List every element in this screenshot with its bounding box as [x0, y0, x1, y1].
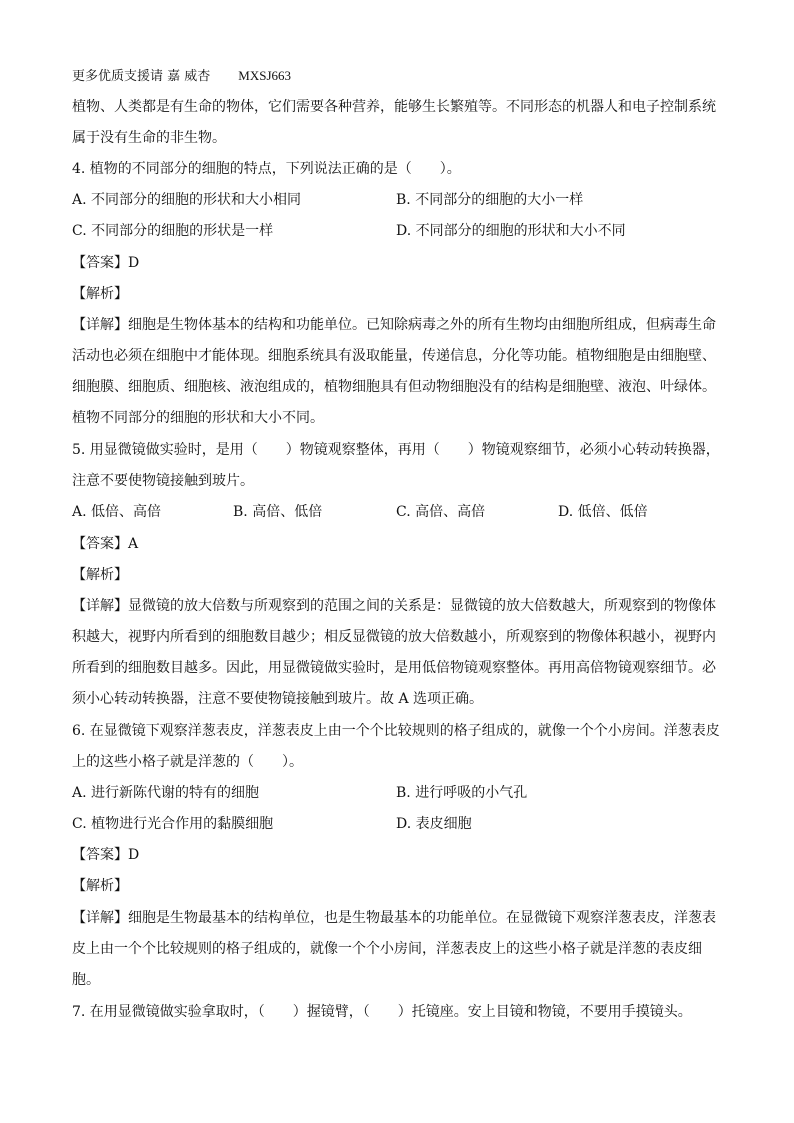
q5-detail-2: 积越大，视野内所看到的细胞数目越少；相反显微镜的放大倍数越小，所观察到的物像体积越小，视野内: [72, 629, 716, 645]
q6-stem-1: 6. 在显微镜下观察洋葱表皮，洋葱表皮上由一个个比较规则的格子组成的，就像一个个小房间。洋葱表皮: [72, 723, 720, 739]
q4-option-c: C. 不同部分的细胞的形状是一样: [72, 223, 274, 239]
q4-option-d: D. 不同部分的细胞的形状和大小不同: [396, 223, 626, 239]
q6-detail-1: 【详解】细胞是生物最基本的结构单位，也是生物最基本的功能单位。在显微镜下观察洋葱表皮，洋葱表: [72, 910, 716, 926]
q6-option-a: A. 进行新陈代谢的特有的细胞: [72, 785, 260, 801]
q4-answer: 【答案】D: [72, 255, 140, 271]
q6-detail-3: 胞。: [72, 972, 100, 988]
q5-analysis-label: 【解析】: [72, 567, 128, 583]
q4-analysis-label: 【解析】: [72, 286, 128, 302]
intro-line-2: 属于没有生命的非生物。: [72, 130, 226, 146]
q5-stem-1: 5. 用显微镜做实验时，是用（ ）物镜观察整体，再用（ ）物镜观察细节，必须小心转动转换器，: [72, 442, 720, 458]
q5-answer: 【答案】A: [72, 536, 139, 552]
q4-detail-3: 细胞膜、细胞质、细胞核、液泡组成的，植物细胞具有但动物细胞没有的结构是细胞壁、液泡、叶绿体。: [72, 379, 716, 395]
wechat-id: MXSJ663: [238, 68, 292, 83]
header-line: [72, 66, 722, 87]
q6-option-c: C. 植物进行光合作用的黏膜细胞: [72, 816, 274, 832]
q5-detail-1: 【详解】显微镜的放大倍数与所观察到的范围之间的关系是：显微镜的放大倍数越大，所观察到的物像体: [72, 598, 716, 614]
q5-option-d: D. 低倍、低倍: [558, 504, 648, 520]
q6-analysis-label: 【解析】: [72, 878, 128, 894]
q4-detail-1: 【详解】细胞是生物体基本的结构和功能单位。已知除病毒之外的所有生物均由细胞所组成，但病毒生命: [72, 317, 716, 333]
q6-stem-2: 上的这些小格子就是洋葱的（ ）。: [72, 754, 303, 770]
q6-option-b: B. 进行呼吸的小气孔: [396, 785, 528, 801]
intro-line-1: 植物、人类都是有生命的物体，它们需要各种营养，能够生长繁殖等。不同形态的机器人和电子控制系统: [72, 99, 716, 115]
q6-option-d: D. 表皮细胞: [396, 816, 472, 832]
header-text: 更多优质支援请 嘉 威杏: [72, 69, 211, 84]
q4-option-a: A. 不同部分的细胞的形状和大小相同: [72, 192, 302, 208]
q4-stem: 4. 植物的不同部分的细胞的特点，下列说法正确的是（ ）。: [72, 161, 461, 177]
q6-answer: 【答案】D: [72, 847, 140, 863]
q5-detail-4: 须小心转动转换器，注意不要使物镜接触到玻片。故 A 选项正确。: [72, 691, 484, 707]
q5-option-c: C. 高倍、高倍: [396, 504, 486, 520]
q5-option-a: A. 低倍、高倍: [72, 504, 162, 520]
q4-option-b: B. 不同部分的细胞的大小一样: [396, 192, 584, 208]
q5-detail-3: 所看到的细胞数目越多。因此，用显微镜做实验时，是用低倍物镜观察整体。再用高倍物镜观察细节。必: [72, 660, 716, 676]
q5-stem-2: 注意不要使物镜接触到玻片。: [72, 473, 254, 489]
q6-detail-2: 皮上由一个个比较规则的格子组成的，就像一个个小房间，洋葱表皮上的这些小格子就是洋葱的表皮细: [72, 941, 702, 957]
q7-stem: 7. 在用显微镜做实验拿取时，（ ）握镜臂，（ ）托镜座。安上目镜和物镜，不要用手摸镜头。: [72, 1004, 692, 1020]
q4-detail-4: 植物不同部分的细胞的形状和大小不同。: [72, 410, 324, 426]
q5-option-b: B. 高倍、低倍: [233, 504, 323, 520]
q4-detail-2: 活动也必须在细胞中才能体现。细胞系统具有汲取能量，传递信息，分化等功能。植物细胞是由细胞壁、: [72, 348, 716, 364]
